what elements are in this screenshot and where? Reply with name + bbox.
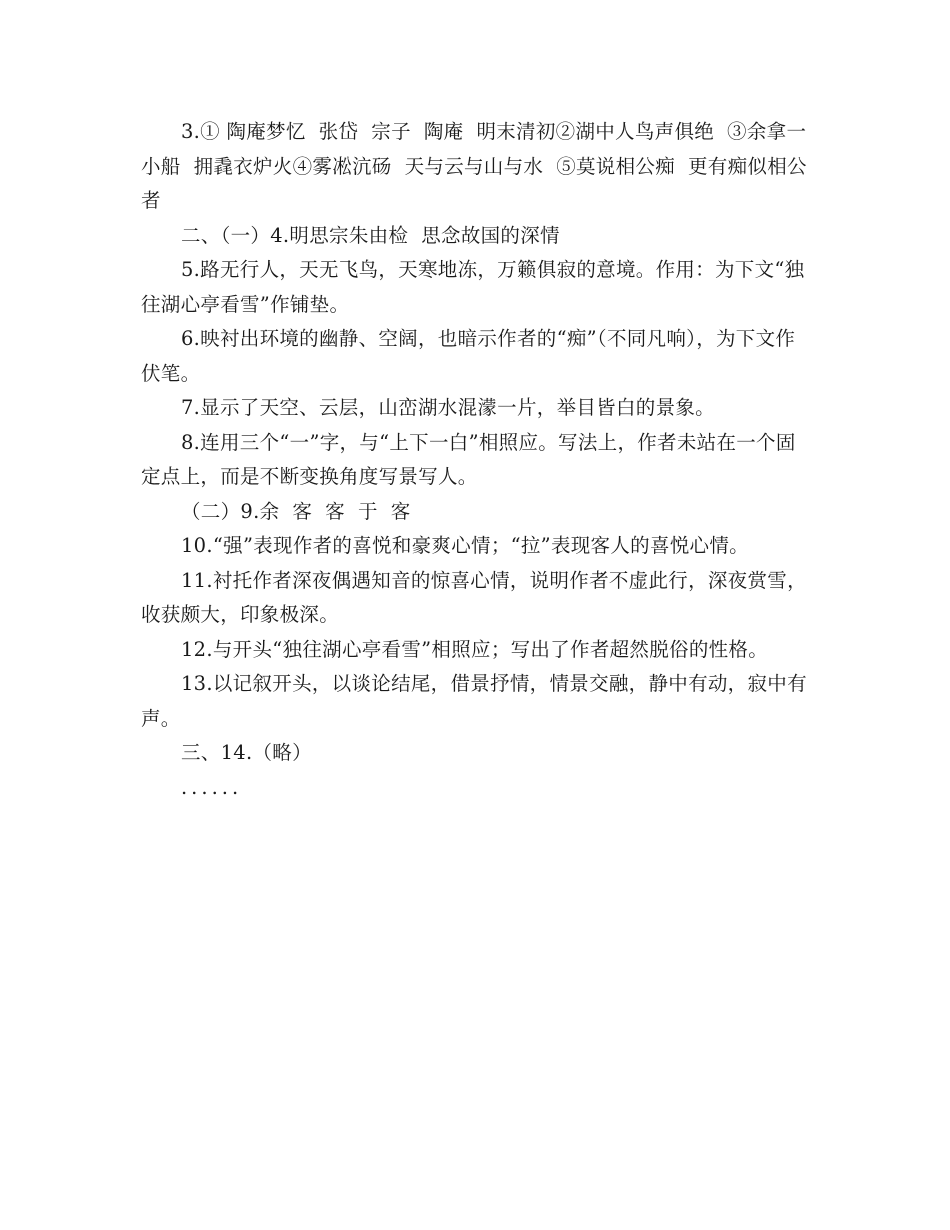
answer-paragraph-11: 11.衬托作者深夜偶遇知音的惊喜心情，说明作者不虚此行，深夜赏雪，收获颇大，印象极深。	[141, 568, 807, 626]
answer-paragraph-6: 6.映衬出环境的幽静、空阔，也暗示作者的“痴”（不同凡响），为下文作伏笔。	[141, 327, 796, 385]
answer-key-text	[141, 115, 811, 805]
answer-paragraph-5: 5.路无行人，天无飞鸟，天寒地冻，万籁俱寂的意境。作用：为下文“独往湖心亭看雪”作铺垫。	[141, 258, 805, 316]
answer-paragraph-13: 13.以记叙开头，以谈论结尾，借景抒情，情景交融，静中有动，寂中有声。	[141, 672, 807, 730]
answer-paragraph-7: 7.显示了天空、云层，山峦湖水混濛一片，举目皆白的景象。	[180, 396, 715, 419]
answer-paragraph-9: （二）9.余 客 客 于 客	[180, 499, 411, 523]
section-two-heading-answer-4: 二、（一）4.明思宗朱由检 思念故国的深情	[180, 223, 560, 247]
answer-paragraph-3: 3.① 陶庵梦忆 张岱 宗子 陶庵 明末清初②湖中人鸟声俱绝 ③余拿一小船 拥毳衣炉火④雾凇沆砀 天与云与山与水 ⑤莫说相公痴 更有痴似相公者	[141, 120, 807, 212]
answer-paragraph-14: 三、14.（略）	[180, 741, 312, 764]
ellipsis-text: ......	[180, 775, 243, 799]
answer-paragraph-8: 8.连用三个“一”字，与“上下一白”相照应。写法上，作者未站在一个固定点上，而是不断变换角度写景写人。	[141, 430, 796, 488]
answer-paragraph-12: 12.与开头“独往湖心亭看雪”相照应；写出了作者超然脱俗的性格。	[180, 637, 769, 661]
answer-paragraph-10: 10.“强”表现作者的喜悦和豪爽心情；“拉”表现客人的喜悦心情。	[180, 534, 749, 557]
